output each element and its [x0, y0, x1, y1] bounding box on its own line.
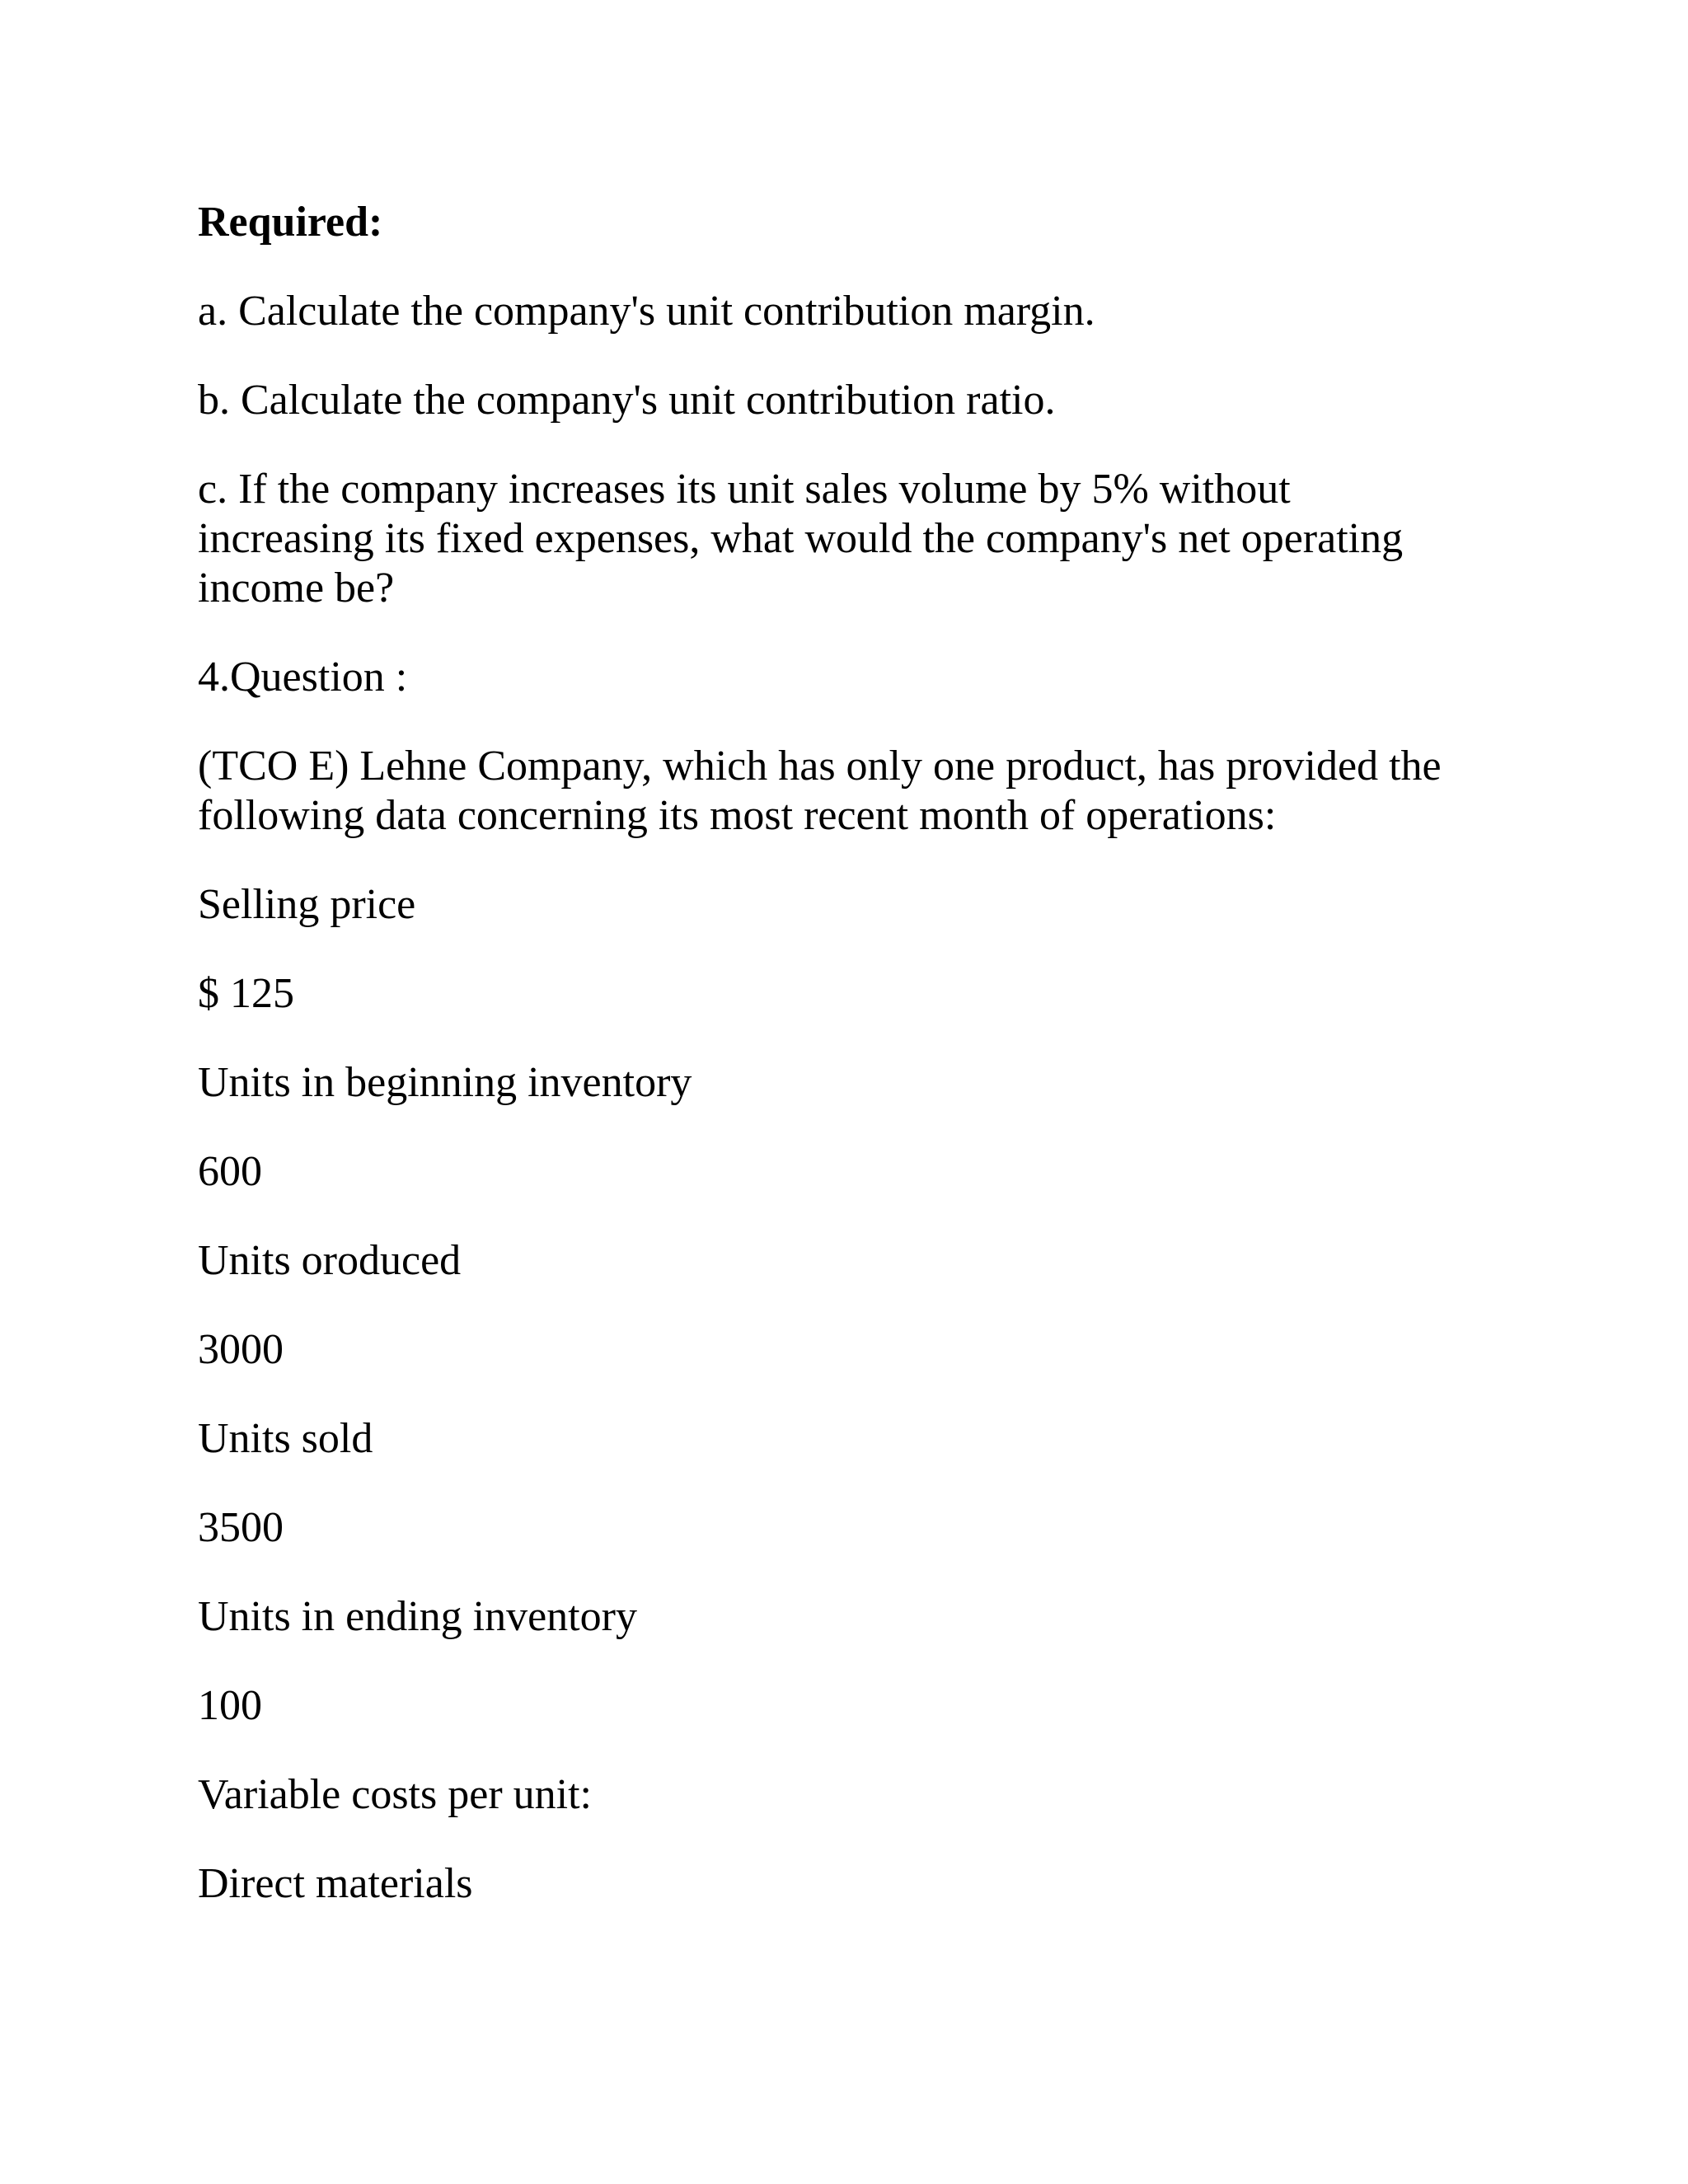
- beginning-inventory-label: Units in beginning inventory: [198, 1059, 692, 1106]
- required-heading: Required:: [198, 199, 383, 246]
- item-c-line-3: income be?: [198, 565, 395, 612]
- ending-inventory-label: Units in ending inventory: [198, 1593, 637, 1640]
- selling-price-value: $ 125: [198, 970, 294, 1017]
- item-c-line-1: c. If the company increases its unit sales volume by 5% without: [198, 466, 1291, 513]
- direct-materials-label: Direct materials: [198, 1860, 473, 1907]
- variable-costs-label: Variable costs per unit:: [198, 1771, 592, 1818]
- ending-inventory-value: 100: [198, 1682, 262, 1729]
- question-label: 4.Question :: [198, 654, 408, 701]
- beginning-inventory-value: 600: [198, 1148, 262, 1195]
- units-produced-label: Units oroduced: [198, 1237, 462, 1284]
- selling-price-label: Selling price: [198, 881, 416, 928]
- item-b: b. Calculate the company's unit contribution ratio.: [198, 377, 1056, 424]
- units-sold-value: 3500: [198, 1504, 284, 1551]
- question-intro-line-1: (TCO E) Lehne Company, which has only one product, has provided the: [198, 743, 1442, 790]
- item-c-line-2: increasing its fixed expenses, what would the company's net operating: [198, 515, 1404, 562]
- units-produced-value: 3000: [198, 1326, 284, 1373]
- item-a: a. Calculate the company's unit contribution margin.: [198, 288, 1095, 335]
- question-intro-line-2: following data concerning its most recent month of operations:: [198, 792, 1277, 839]
- units-sold-label: Units sold: [198, 1415, 373, 1462]
